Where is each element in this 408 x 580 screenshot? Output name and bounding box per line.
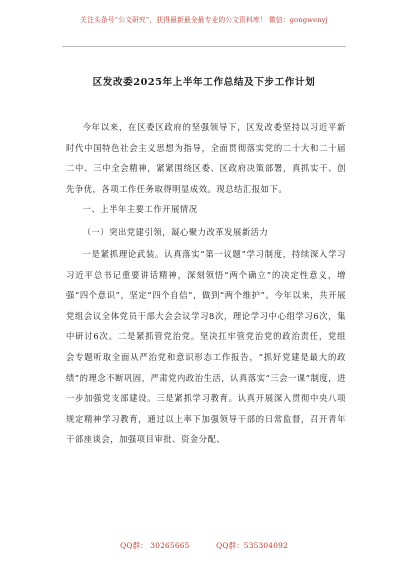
subsection-heading: （一）突出党建引领，凝心聚力改革发展新活力 [82, 227, 269, 237]
section-heading: 一、上半年主要工作开展情况 [82, 204, 198, 214]
body-paragraph: 一是紧抓理论武装。认真落实“第一议题”学习制度，持续深入学习习近平总书记重要讲话精神，深刻领悟“两个确立”的决定性意义，增强“四个意识”，坚定“四个自信”，做到“两个维护”。今年以来，共开展党组会议全体党员干部大会会议学习8次，理论学习中心组学习6次，集中研讨6次。二是紧抓管党治党。坚决扛牢管党治党的政治责任，党组会专题听取全面从严治党和意识形态工作报告，“抓好党建是最大的政绩”的理念不断巩固，严肃党内政治生活，认真落实“三会一课”制度，进一步加强党支部建设。三是紧抓学习教育。认真开展深入贯彻中央八项规定精神学习教育，通过以上率下加强领导干部的日常监督，召开青年干部座谈会，加强项目审批、资金分配、 [66, 249, 346, 445]
intro-paragraph: 今年以来，在区委区政府的坚强领导下，区发改委坚持以习近平新时代中国特色社会主义思想为指导，全面贯彻落实党的二十大和二十届二中、三中全会精神，紧紧围绕区委、区政府决策部署，真抓实干、创先争优，各项工作任务取得明显成效。现总结汇报如下。 [66, 122, 346, 194]
footer-contact [0, 540, 408, 551]
footer-qq-group-1: QQ群： 30265665 [120, 541, 190, 550]
header-banner: 关注头条号“公文研究”，获得最新最全最专业的公文资料库！ 微信：gongwenyj [80, 16, 328, 24]
header-divider [62, 46, 346, 47]
document-title: 区发改委2025年上半年工作总结及下步工作计划 [92, 77, 316, 88]
footer-qq-group-2: QQ群：535304092 [216, 541, 288, 550]
